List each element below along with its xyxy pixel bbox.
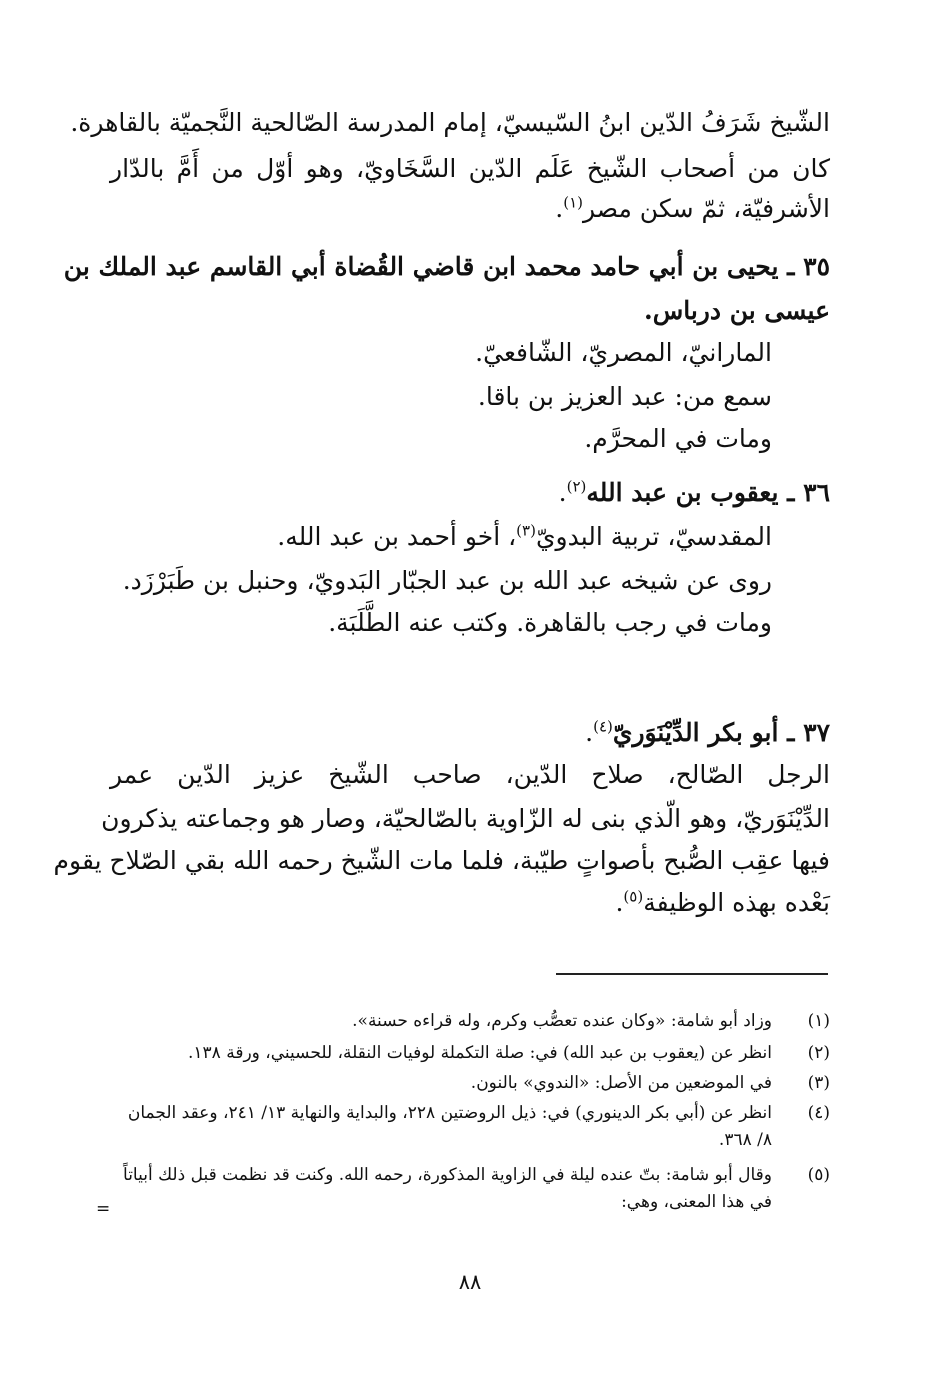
footnote-3: [110, 1070, 830, 1097]
footnote-1-text: وزاد أبو شامة: «وكان عنده تعصُّب وكرم، وله قراءه حسنة».: [352, 1011, 772, 1031]
page-number: ٨٨: [458, 1270, 482, 1294]
entry35-line-2: سمع من: عبد العزيز بن باقا.: [477, 382, 772, 411]
entry34-line-1: الشّيخ شَرَفُ الدّين ابنُ السّيسيّ، إمام المدرسة الصّالحية النَّجميّة بالقاهرة.: [70, 108, 830, 137]
entry36-heading-text: ٣٦ ـ يعقوب بن عبد الله: [586, 478, 830, 507]
entry37-line-3: فيها عقِب الصُّبح بأصواتٍ طيّبة، فلما مات الشّيخ رحمه الله بقي الصّلاح يقوم: [53, 846, 830, 875]
entry37-line-4-text: بَعْده بهذه الوظيفة: [643, 888, 830, 917]
footnote-ref-3: (٣): [516, 521, 536, 540]
footnote-4-number: (٤): [807, 1103, 830, 1123]
footnote-5: [110, 1162, 830, 1218]
footnote-2-text: انظر عن (يعقوب بن عبد الله) في: صلة التكملة لوفيات النقلة، للحسيني، ورقة ١٣٨.: [187, 1043, 772, 1063]
entry36-line-1: [110, 518, 772, 556]
entry36-heading: ٣٦ ـ يعقوب بن عبد الله$^{(٢)}$.: [558, 477, 830, 507]
footnote-5-text: وقال أبو شامة: بتّ عنده ليلة في الزاوية المذكورة، رحمه الله. وكنت قد نظمت قبل ذلك أبياتاً في هذا المعنى، وهي:: [123, 1165, 772, 1212]
entry35-heading-line-1: ٣٥ ـ يحيى بن أبي حامد محمد ابن قاضي القُضاة أبي القاسم عبد الملك بن: [63, 252, 830, 281]
entry37-heading: ٣٧ ـ أبو بكر الدِّيْنَوَريّ$^{(٤)}$.: [585, 717, 830, 747]
footnote-ref-2: (٢): [566, 477, 587, 496]
footnote-5-number: (٥): [807, 1165, 830, 1185]
entry34-line-3-text: الأشرفيّة، ثمّ سكن مصر: [583, 194, 830, 223]
entry36-line-2: روى عن شيخه عبد الله بن عبد الجبّار البَدويّ، وحنبل بن طَبَرْزَد.: [122, 566, 772, 595]
footnote-separator: [556, 973, 828, 975]
footnote-3-number: (٣): [807, 1073, 830, 1093]
continuation-mark: =: [96, 1199, 111, 1219]
entry34-line-3: الأشرفيّة، ثمّ سكن مصر$^{(١)}$.: [555, 193, 830, 223]
footnote-ref-5: (٥): [623, 887, 644, 906]
footnote-4: [110, 1100, 830, 1156]
entry37-line-1: الرجل الصّالح، صلاح الدّين، صاحب الشّيخ عزيز الدّين عمر: [110, 760, 830, 789]
entry35-line-3: ومات في المحرَّم.: [584, 424, 772, 453]
entry35-heading-line-2: عيسى بن درباس.: [644, 296, 830, 325]
entry36-line-1-b: ، أخو أحمد بن عبد الله.: [277, 522, 517, 551]
footnote-ref-4: (٤): [593, 717, 613, 736]
entry37-line-4: بَعْده بهذه الوظيفة$^{(٥)}$.: [615, 887, 830, 917]
footnote-2: [110, 1040, 830, 1067]
footnote-3-text: في الموضعين من الأصل: «الندوي» بالنون.: [470, 1073, 772, 1093]
entry36-line-1-a: المقدسيّ، تربية البدويّ: [535, 522, 772, 551]
entry35-line-1: المارانيّ، المصريّ، الشّافعيّ.: [475, 338, 772, 367]
footnote-4-text: انظر عن (أبي بكر الدينوري) في: ذيل الروضتين ٢٢٨، والبداية والنهاية ١٣/ ٢٤١، وعقد الجمان ٨/ ٣٦٨.: [127, 1103, 772, 1150]
footnote-1: [110, 1008, 830, 1035]
footnote-1-number: (١): [807, 1011, 830, 1031]
footnote-2-number: (٢): [807, 1043, 830, 1063]
footnote-ref-1: (١): [563, 193, 583, 212]
entry36-line-3: ومات في رجب بالقاهرة. وكتب عنه الطَّلَبَة.: [328, 608, 772, 637]
entry37-line-2: الدِّيْنَوَريّ، وهو الّذي بنى له الزّاوية بالصّالحيّة، وصار هو وجماعته يذكرون: [101, 804, 830, 833]
entry34-line-2: كان من أصحاب الشّيخ عَلَم الدّين السَّخَاويّ، وهو أوّل من أَمَّ بالدّار: [110, 154, 830, 183]
entry37-heading-text: ٣٧ ـ أبو بكر الدِّيْنَوَريّ: [612, 718, 830, 747]
